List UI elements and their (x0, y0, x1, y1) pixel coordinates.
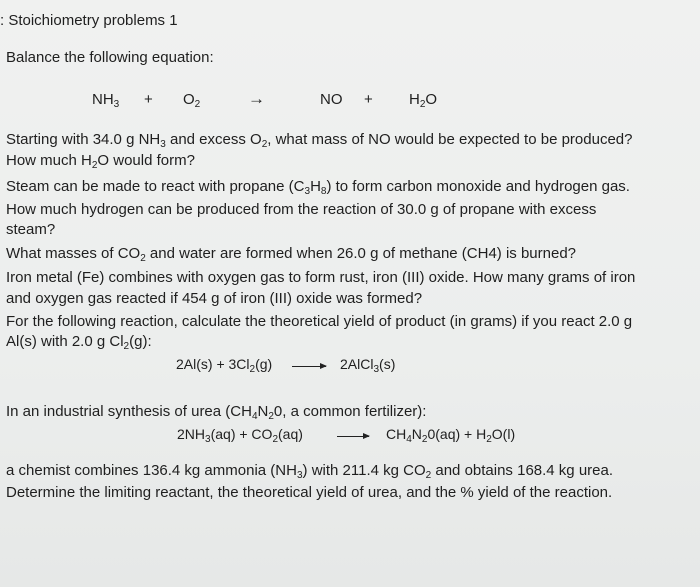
question-2: How much $H_2O$ would form? (6, 152, 195, 171)
eq3-products: $CH_4N_20(aq) + H_2O(l)$ (386, 426, 516, 445)
eq1-plus-1: + (144, 91, 153, 108)
urea-intro: In an industrial synthesis of urea ($CH_4N_20$, a common fertilizer): (6, 403, 427, 422)
question-4: How much hydrogen can be produced from the reaction of 30.0 g of propane with excess (6, 201, 597, 218)
question-1: Starting with 34.0 g $NH_3$ and excess $O_2$, what mass of NO would be expected to be produced? (6, 131, 633, 150)
eq1-arrow: → (248, 89, 265, 108)
eq1-h2o: $H_2O$ (409, 91, 438, 110)
eq1-plus-2: + (364, 91, 373, 108)
eq1-no: NO (320, 91, 343, 108)
question-12: Determine the limiting reactant, the theoretical yield of urea, and the % yield of the reaction. (6, 484, 613, 501)
question-10: Al(s) with 2.0 g $Cl_2(g)$: (6, 333, 152, 352)
question-9: For the following reaction, calculate the theoretical yield of product (in grams) if you react 2.0 g (6, 313, 633, 330)
eq1-nh3: $NH_3$ (92, 91, 120, 110)
eq3-arrow (337, 436, 369, 437)
question-5: steam? (6, 221, 56, 238)
balance-prompt: Balance the following equation: (6, 49, 214, 66)
eq3-reactants: $2NH_3(aq) + CO_2(aq)$ (177, 426, 303, 445)
question-3: Steam can be made to react with propane $(C_3H_8)$ to form carbon monoxide and hydrogen gas. (6, 178, 630, 197)
question-7: Iron metal (Fe) combines with oxygen gas to form rust, iron (III) oxide. How many grams of iron (6, 269, 636, 286)
eq1-o2: $O_2$ (183, 91, 201, 110)
eq2-arrow (292, 366, 326, 367)
eq2-product: 2AlCl$_3$(s) (340, 356, 396, 375)
question-6: What masses of $CO_2$ and water are formed when 26.0 g of methane (CH4) is burned? (6, 245, 577, 264)
eq2-reactants: $2Al(s) + 3Cl_2(g)$ (176, 356, 273, 375)
page-title: : Stoichiometry problems 1 (0, 12, 178, 29)
question-11: a chemist combines 136.4 kg ammonia $(NH_3)$ with 211.4 kg $CO_2$ and obtains 168.4 kg urea. (6, 462, 614, 481)
question-8: and oxygen gas reacted if 454 g of iron (III) oxide was formed? (6, 290, 423, 307)
